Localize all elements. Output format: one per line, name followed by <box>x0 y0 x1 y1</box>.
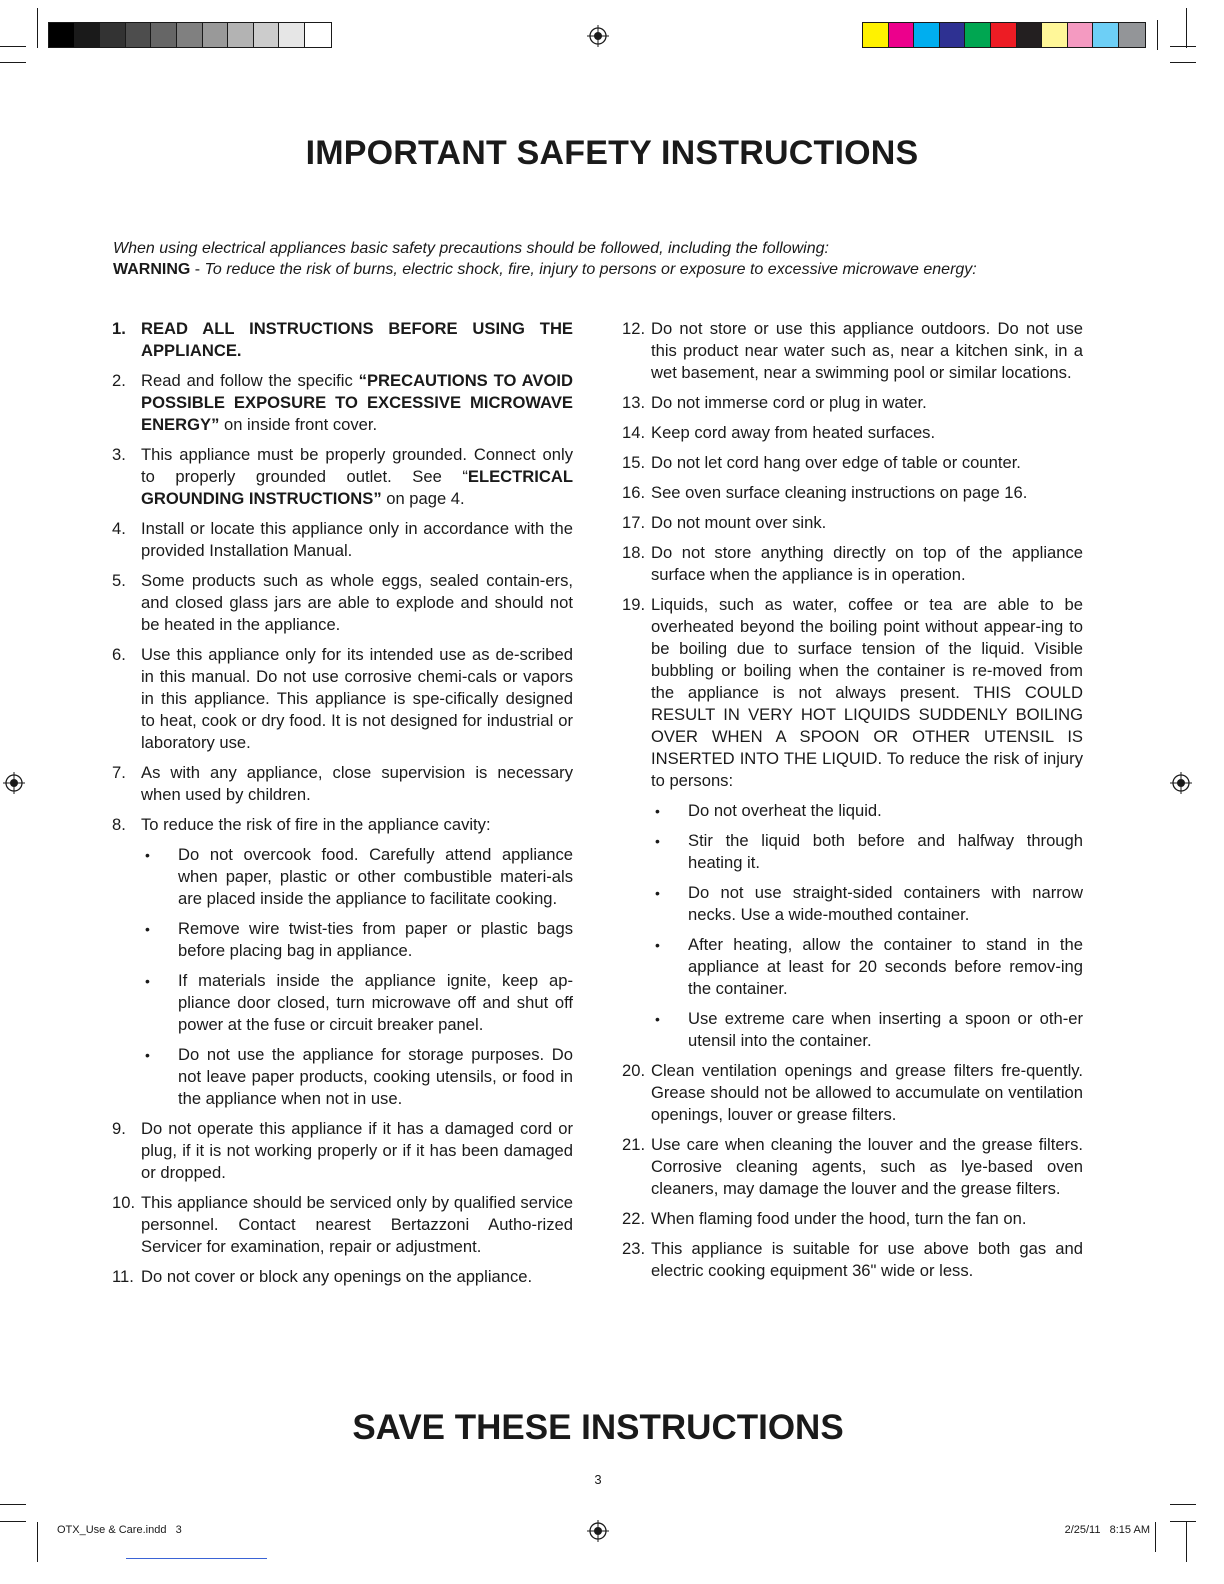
registration-mark-icon <box>587 1520 609 1542</box>
crop-mark <box>0 62 26 63</box>
color-swatch <box>940 23 966 47</box>
item-number: 11. <box>112 1267 134 1286</box>
color-swatch <box>1068 23 1094 47</box>
item-text: READ ALL INSTRUCTIONS BEFORE USING THE APPLIANCE. <box>141 319 573 360</box>
list-item <box>112 570 573 636</box>
list-item <box>622 594 1083 1052</box>
color-swatch <box>991 23 1017 47</box>
color-swatch <box>889 23 915 47</box>
bullet-icon: • <box>145 973 150 989</box>
item-number: 5. <box>112 571 126 590</box>
bullet-text: After heating, allow the container to stand in the appliance at least for 20 seconds before remov-ing the container. <box>688 935 1083 998</box>
save-instructions-heading: SAVE THESE INSTRUCTIONS <box>352 1408 844 1447</box>
gray-swatch <box>75 23 101 47</box>
item-number: 10. <box>112 1193 136 1212</box>
list-item <box>112 1118 573 1184</box>
item-number: 12. <box>622 319 646 338</box>
item-number: 19. <box>622 595 646 614</box>
grayscale-color-bar <box>48 22 332 48</box>
list-item <box>622 452 1083 474</box>
registration-mark-icon <box>587 25 609 47</box>
gray-swatch <box>100 23 126 47</box>
crop-mark <box>1155 1522 1156 1552</box>
list-item <box>112 518 573 562</box>
page-number: 3 <box>594 1472 602 1487</box>
crop-mark <box>1186 1522 1187 1562</box>
item-text-bold: “PRECAUTIONS TO AVOID POSSIBLE EXPOSURE TO EXCESSIVE MICROWAVE ENERGY” <box>141 371 573 434</box>
item-text: Do not immerse cord or plug in water. <box>651 393 927 412</box>
list-item <box>112 1192 573 1258</box>
item-text: See oven surface cleaning instructions on page 16. <box>651 483 1028 502</box>
item-text: Do not let cord hang over edge of table or counter. <box>651 453 1021 472</box>
list-item <box>112 370 573 436</box>
list-item <box>112 1266 573 1288</box>
item-number: 23. <box>622 1239 646 1258</box>
item-number: 9. <box>112 1119 126 1138</box>
bullet-icon: • <box>655 1011 660 1027</box>
list-item <box>112 762 573 806</box>
item-number: 4. <box>112 519 126 538</box>
crop-mark <box>1170 1521 1196 1522</box>
bullet-icon: • <box>145 847 150 863</box>
warning-label: WARNING <box>113 261 191 278</box>
item-number: 17. <box>622 513 646 532</box>
bullet-item <box>141 918 573 962</box>
bullet-list <box>141 844 573 1110</box>
item-number: 3. <box>112 445 126 464</box>
bullet-item <box>141 844 573 910</box>
gray-swatch <box>254 23 280 47</box>
list-item <box>622 392 1083 414</box>
slug-filename: OTX_Use & Care.indd 3 <box>57 1524 182 1536</box>
slug-timestamp: 2/25/11 8:15 AM <box>1064 1524 1150 1536</box>
crop-mark <box>1170 62 1196 63</box>
crop-mark <box>0 1521 26 1522</box>
color-swatch <box>1017 23 1043 47</box>
list-item <box>112 444 573 510</box>
item-text: Clean ventilation openings and grease filters fre-quently. Grease should not be allowed to accumulate on ventilation openings, louver or grease filters. <box>651 1061 1083 1124</box>
bullet-list <box>651 800 1083 1052</box>
item-number: 8. <box>112 815 126 834</box>
color-swatch <box>1119 23 1145 47</box>
item-text: Use care when cleaning the louver and the grease filters. Corrosive cleaning agents, such as lye-based oven cleaners, may damage the louver and the grease filters. <box>651 1135 1083 1198</box>
bullet-text: Do not overcook food. Carefully attend appliance when paper, plastic or other combustible materi-als are placed inside the appliance to facilitate cooking. <box>178 845 573 908</box>
item-number: 15. <box>622 453 646 472</box>
item-number: 14. <box>622 423 646 442</box>
list-item <box>112 318 573 362</box>
item-text: This appliance must be properly grounded. Connect only to properly grounded outlet. See “ <box>141 445 573 486</box>
item-number: 7. <box>112 763 126 782</box>
page-title: IMPORTANT SAFETY INSTRUCTIONS <box>305 134 919 172</box>
item-number: 13. <box>622 393 646 412</box>
bullet-item <box>651 830 1083 874</box>
bullet-text: Do not use the appliance for storage purposes. Do not leave paper products, cooking utensils, or food in the appliance when not in use. <box>178 1045 573 1108</box>
item-text: Read and follow the specific <box>141 371 359 390</box>
list-item <box>112 644 573 754</box>
crop-mark <box>0 1504 26 1505</box>
list-item <box>622 1208 1083 1230</box>
list-item <box>112 814 573 1110</box>
list-item <box>622 1134 1083 1200</box>
gray-swatch <box>305 23 331 47</box>
item-number: 1. <box>112 319 126 338</box>
gray-swatch <box>151 23 177 47</box>
registration-mark-icon <box>3 772 25 794</box>
bullet-item <box>141 970 573 1036</box>
bullet-text: Use extreme care when inserting a spoon or oth-er utensil into the container. <box>688 1009 1083 1050</box>
crop-mark <box>0 46 26 47</box>
list-item <box>622 512 1083 534</box>
item-text: Do not operate this appliance if it has a damaged cord or plug, if it is not working properly or if it has been damaged or dropped. <box>141 1119 573 1182</box>
bullet-item <box>651 800 1083 822</box>
warning-separator: - <box>190 261 205 278</box>
item-text: Do not cover or block any openings on the appliance. <box>141 1267 533 1286</box>
crop-mark <box>37 8 38 48</box>
crop-mark <box>1186 8 1187 48</box>
list-item <box>622 482 1083 504</box>
bullet-text: Do not use straight-sided containers with narrow necks. Use a wide-mouthed container. <box>688 883 1083 924</box>
bullet-text: Do not overheat the liquid. <box>688 801 882 820</box>
bullet-icon: • <box>145 1047 150 1063</box>
gray-swatch <box>177 23 203 47</box>
crop-mark <box>37 1522 38 1562</box>
item-text: Do not store anything directly on top of the appliance surface when the appliance is in operation. <box>651 543 1083 584</box>
crop-mark <box>1170 1504 1196 1505</box>
warning-text: To reduce the risk of burns, electric shock, fire, injury to persons or exposure to excessive microwave energy: <box>204 261 977 278</box>
link-underline <box>126 1558 267 1559</box>
item-text: Liquids, such as water, coffee or tea are able to be overheated beyond the boiling point without appear-ing to be boiling due to surface tension of the liquid. Visible bubbling or boiling when the container is re-moved from the appliance is not always present. THIS COULD RESULT IN VERY HOT LIQUIDS SUDDENLY BOILING OVER WHEN A SPOON OR OTHER UTENSIL IS INSERTED INTO THE LIQUID. To reduce the risk of injury to persons: <box>651 595 1083 790</box>
item-text: Some products such as whole eggs, sealed contain-ers, and closed glass jars are able to explode and should not be heated in the appliance. <box>141 571 573 634</box>
bullet-icon: • <box>655 937 660 953</box>
gray-swatch <box>203 23 229 47</box>
crop-mark <box>1170 46 1196 47</box>
list-item <box>622 1060 1083 1126</box>
item-number: 2. <box>112 371 126 390</box>
item-text: This appliance is suitable for use above both gas and electric cooking equipment 36" wide or less. <box>651 1239 1083 1280</box>
list-item <box>622 318 1083 384</box>
color-swatch <box>965 23 991 47</box>
bullet-icon: • <box>145 921 150 937</box>
registration-mark-icon <box>1170 772 1192 794</box>
item-text-bold: ELECTRICAL GROUNDING INSTRUCTIONS” <box>141 467 573 508</box>
item-text: Do not mount over sink. <box>651 513 827 532</box>
color-swatch <box>863 23 889 47</box>
item-text: on page 4. <box>381 489 465 508</box>
color-swatch <box>1093 23 1119 47</box>
bullet-icon: • <box>655 885 660 901</box>
item-text: To reduce the risk of fire in the appliance cavity: <box>141 815 491 834</box>
bullet-text: Stir the liquid both before and halfway through heating it. <box>688 831 1083 872</box>
intro-line: When using electrical appliances basic safety precautions should be followed, including the following: <box>113 240 829 257</box>
bullet-icon: • <box>655 833 660 849</box>
bullet-item <box>651 934 1083 1000</box>
bullet-text: If materials inside the appliance ignite, keep ap-pliance door closed, turn microwave off and shut off power at the fuse or circuit breaker panel. <box>178 971 573 1034</box>
color-swatch <box>1042 23 1068 47</box>
item-number: 16. <box>622 483 646 502</box>
gray-swatch <box>126 23 152 47</box>
item-text: When flaming food under the hood, turn the fan on. <box>651 1209 1027 1228</box>
intro <box>113 238 1113 280</box>
gray-swatch <box>279 23 305 47</box>
instructions-right-column <box>622 318 1083 1290</box>
item-text: on inside front cover. <box>219 415 378 434</box>
item-number: 18. <box>622 543 646 562</box>
bullet-item <box>141 1044 573 1110</box>
list-item <box>622 422 1083 444</box>
list-item <box>622 542 1083 586</box>
item-text: Do not store or use this appliance outdoors. Do not use this product near water such as, near a kitchen sink, in a wet basement, near a swimming pool or similar locations. <box>651 319 1083 382</box>
item-text: As with any appliance, close supervision is necessary when used by children. <box>141 763 573 804</box>
warning-line <box>113 259 1113 280</box>
item-number: 6. <box>112 645 126 664</box>
bullet-text: Remove wire twist-ties from paper or plastic bags before placing bag in appliance. <box>178 919 573 960</box>
gray-swatch <box>49 23 75 47</box>
item-number: 21. <box>622 1135 646 1154</box>
list-item <box>622 1238 1083 1282</box>
item-text: Install or locate this appliance only in accordance with the provided Installation Manual. <box>141 519 573 560</box>
item-number: 22. <box>622 1209 646 1228</box>
gray-swatch <box>228 23 254 47</box>
item-text: Keep cord away from heated surfaces. <box>651 423 936 442</box>
bullet-icon: • <box>655 803 660 819</box>
bullet-item <box>651 882 1083 926</box>
color-swatch <box>914 23 940 47</box>
bullet-item <box>651 1008 1083 1052</box>
item-text: This appliance should be serviced only by qualified service personnel. Contact nearest Bertazzoni Autho-rized Servicer for examination, repair or adjustment. <box>141 1193 573 1256</box>
crop-mark <box>1157 20 1158 50</box>
process-color-bar <box>862 22 1146 48</box>
item-text: Use this appliance only for its intended use as de-scribed in this manual. Do not use corrosive chemi-cals or vapors in this appliance. This appliance is spe-cifically designed to heat, cook or dry food. It is not designed for industrial or laboratory use. <box>141 645 573 752</box>
item-number: 20. <box>622 1061 646 1080</box>
instructions-left-column <box>112 318 573 1296</box>
